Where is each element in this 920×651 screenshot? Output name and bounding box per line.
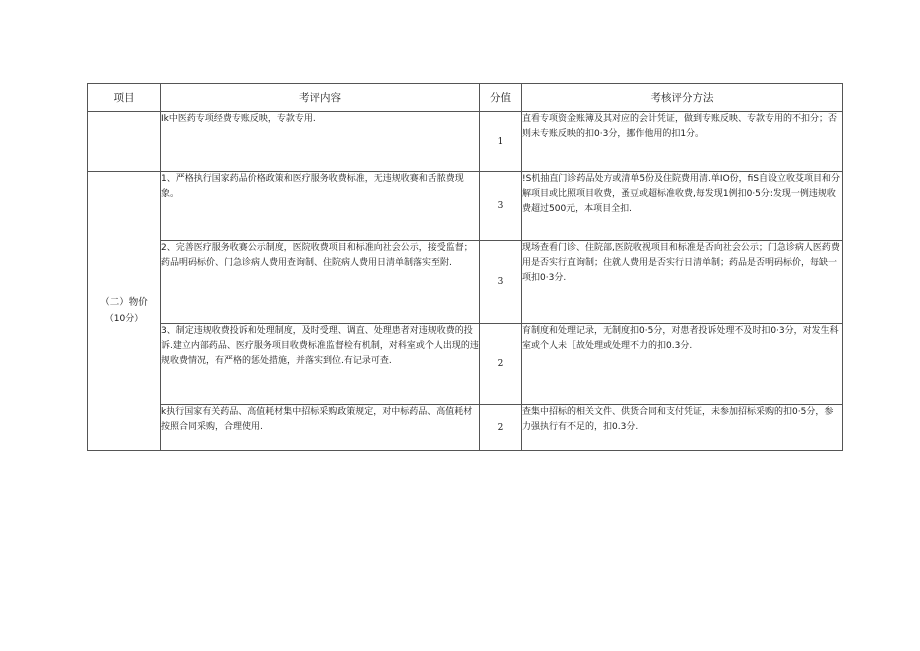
table-row xyxy=(88,405,843,451)
header-method: 考核评分方法 xyxy=(522,84,843,112)
method-cell: 育制度和处理记录，无制度扣0·5分，对患者投诉处理不及时扣0·3分，对发生科室或个人未［故处理或处理不力的扣0.3分. xyxy=(522,324,843,405)
table-row xyxy=(88,241,843,324)
group-points: （10分） xyxy=(104,314,144,324)
table-header-row xyxy=(88,84,843,112)
content-cell: 3、制定违规收费投诉和处理制度，及时受理、调直、处理患者对违规收费的投诉.建立内部药品、医疗服务项目收费标准监督检有机制，对科室或个人出现的违规收费情况，有严格的惩处措施，并落实到位.有记录可查. xyxy=(161,324,480,405)
score-cell: 1 xyxy=(480,112,522,172)
project-group-cell xyxy=(88,172,161,451)
header-score: 分值 xyxy=(480,84,522,112)
table-row xyxy=(88,172,843,241)
content-cell: 1、严格执行国家药品价格政策和医疗服务收费标准，无违规收赛和舌脓费现象。 xyxy=(161,172,480,241)
table-row xyxy=(88,324,843,405)
content-cell: 2、完善医疗服务收赛公示制度，医院收费项目和标准向社会公示，接受监督；药品明码标价、门急诊病人费用查询制、住院病人费用日清单制落实至附. xyxy=(161,241,480,324)
group-name: （二）物价 xyxy=(100,297,148,308)
score-cell: 3 xyxy=(480,241,522,324)
score-cell: 3 xyxy=(480,172,522,241)
header-project: 项目 xyxy=(88,84,161,112)
method-cell: 现场查看门诊、住院部,医院收视项目和标准是否向社会公示；门急诊病人医药费用是否实行直询制；住就人费用是否实行日清单制；药品是否明码标价，每缺一项扣0·3分. xyxy=(522,241,843,324)
method-cell: 查集中招标的相关文件、供货合同和支付凭证，未参加招标采购的扣0·5分，参力强执行有不足的，扣0.3分. xyxy=(522,405,843,451)
score-cell: 2 xyxy=(480,324,522,405)
content-cell: k执行国家有关药品、高值耗材集中招标采购政策规定，对中标药品、高值耗材按照合同采购，合理使用. xyxy=(161,405,480,451)
evaluation-table xyxy=(87,83,843,451)
content-cell: Ik中医药专项经费专账反映，专款专用. xyxy=(161,112,480,172)
method-cell: 直看专项资金账簿及其对应的会计凭证，做到专账反映、专款专用的不扣分；否则未专账反映的扣0·3分，挪作他用的扣1分。 xyxy=(522,112,843,172)
score-cell: 2 xyxy=(480,405,522,451)
table-row xyxy=(88,112,843,172)
method-cell: !S机抽直门诊药品处方或清单5份及住院费用清.单IO份，fiS自设立收芟项目和分解项目或比照项目收费，蚤豆或超标准收费,每发现1例扣0·5分:发现一例违规收费超过500元，本项目全扣. xyxy=(522,172,843,241)
project-cell-empty xyxy=(88,112,161,172)
header-content: 考评内容 xyxy=(161,84,480,112)
